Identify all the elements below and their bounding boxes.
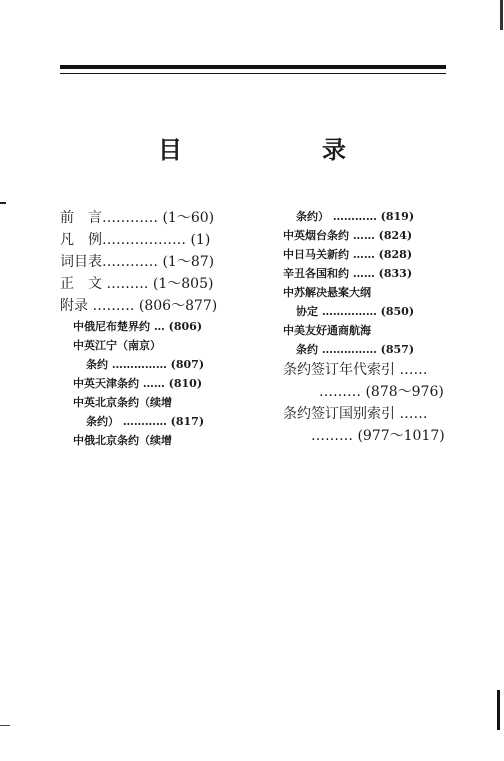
toc-entry[interactable]: 凡 例……………… (1) (60, 232, 211, 248)
bottom-margin-mark (0, 725, 10, 726)
toc-entry[interactable]: 前 言………… (1～60) (60, 210, 215, 226)
toc-entry-continuation[interactable]: ……… (977～1017) (311, 428, 445, 444)
toc-subentry-continuation[interactable]: 条约） ………… (817) (86, 415, 205, 428)
toc-subentry[interactable]: 中英北京条约（续增 (73, 396, 172, 409)
toc-entry[interactable]: 附录 ……… (806～877) (60, 298, 218, 314)
toc-subentry[interactable]: 中英天津条约 …… (810) (73, 377, 203, 390)
toc-subentry[interactable]: 中英烟台条约 …… (824) (283, 229, 413, 242)
margin-mark (0, 202, 6, 204)
toc-subentry-continuation[interactable]: 条约 …………… (857) (296, 343, 415, 356)
page-edge-mark (500, 0, 503, 30)
toc-entry[interactable]: 词目表………… (1～87) (60, 254, 215, 270)
header-rule-thin (60, 73, 446, 74)
page-title: 目 录 (158, 136, 404, 164)
toc-subentry-continuation[interactable]: 条约） ………… (819) (296, 210, 415, 223)
toc-subentry[interactable]: 中日马关新约 …… (828) (283, 248, 413, 261)
header-rule-thick (60, 65, 446, 69)
toc-entry[interactable]: 正 文 ……… (1～805) (60, 276, 214, 292)
toc-subentry[interactable]: 辛丑各国和约 …… (833) (283, 267, 413, 280)
toc-subentry[interactable]: 中苏解决悬案大纲 (283, 286, 371, 299)
toc-subentry[interactable]: 中俄北京条约（续增 (73, 434, 172, 447)
toc-subentry-continuation[interactable]: 条约 …………… (807) (86, 358, 205, 371)
toc-left-column (60, 207, 235, 450)
toc-entry[interactable]: 条约签订国别索引 …… (283, 406, 428, 422)
toc-subentry[interactable]: 中俄尼布楚界约 … (806) (73, 320, 203, 333)
page-edge-bar (497, 690, 500, 730)
toc-subentry-continuation[interactable]: 协定 …………… (850) (296, 305, 415, 318)
toc-entry[interactable]: 条约签订年代索引 …… (283, 362, 428, 378)
toc-subentry[interactable]: 中美友好通商航海 (283, 324, 371, 337)
toc-subentry[interactable]: 中英江宁（南京） (73, 339, 161, 352)
toc-right-column (283, 207, 451, 447)
toc-entry-continuation[interactable]: ……… (878～976) (319, 384, 444, 400)
